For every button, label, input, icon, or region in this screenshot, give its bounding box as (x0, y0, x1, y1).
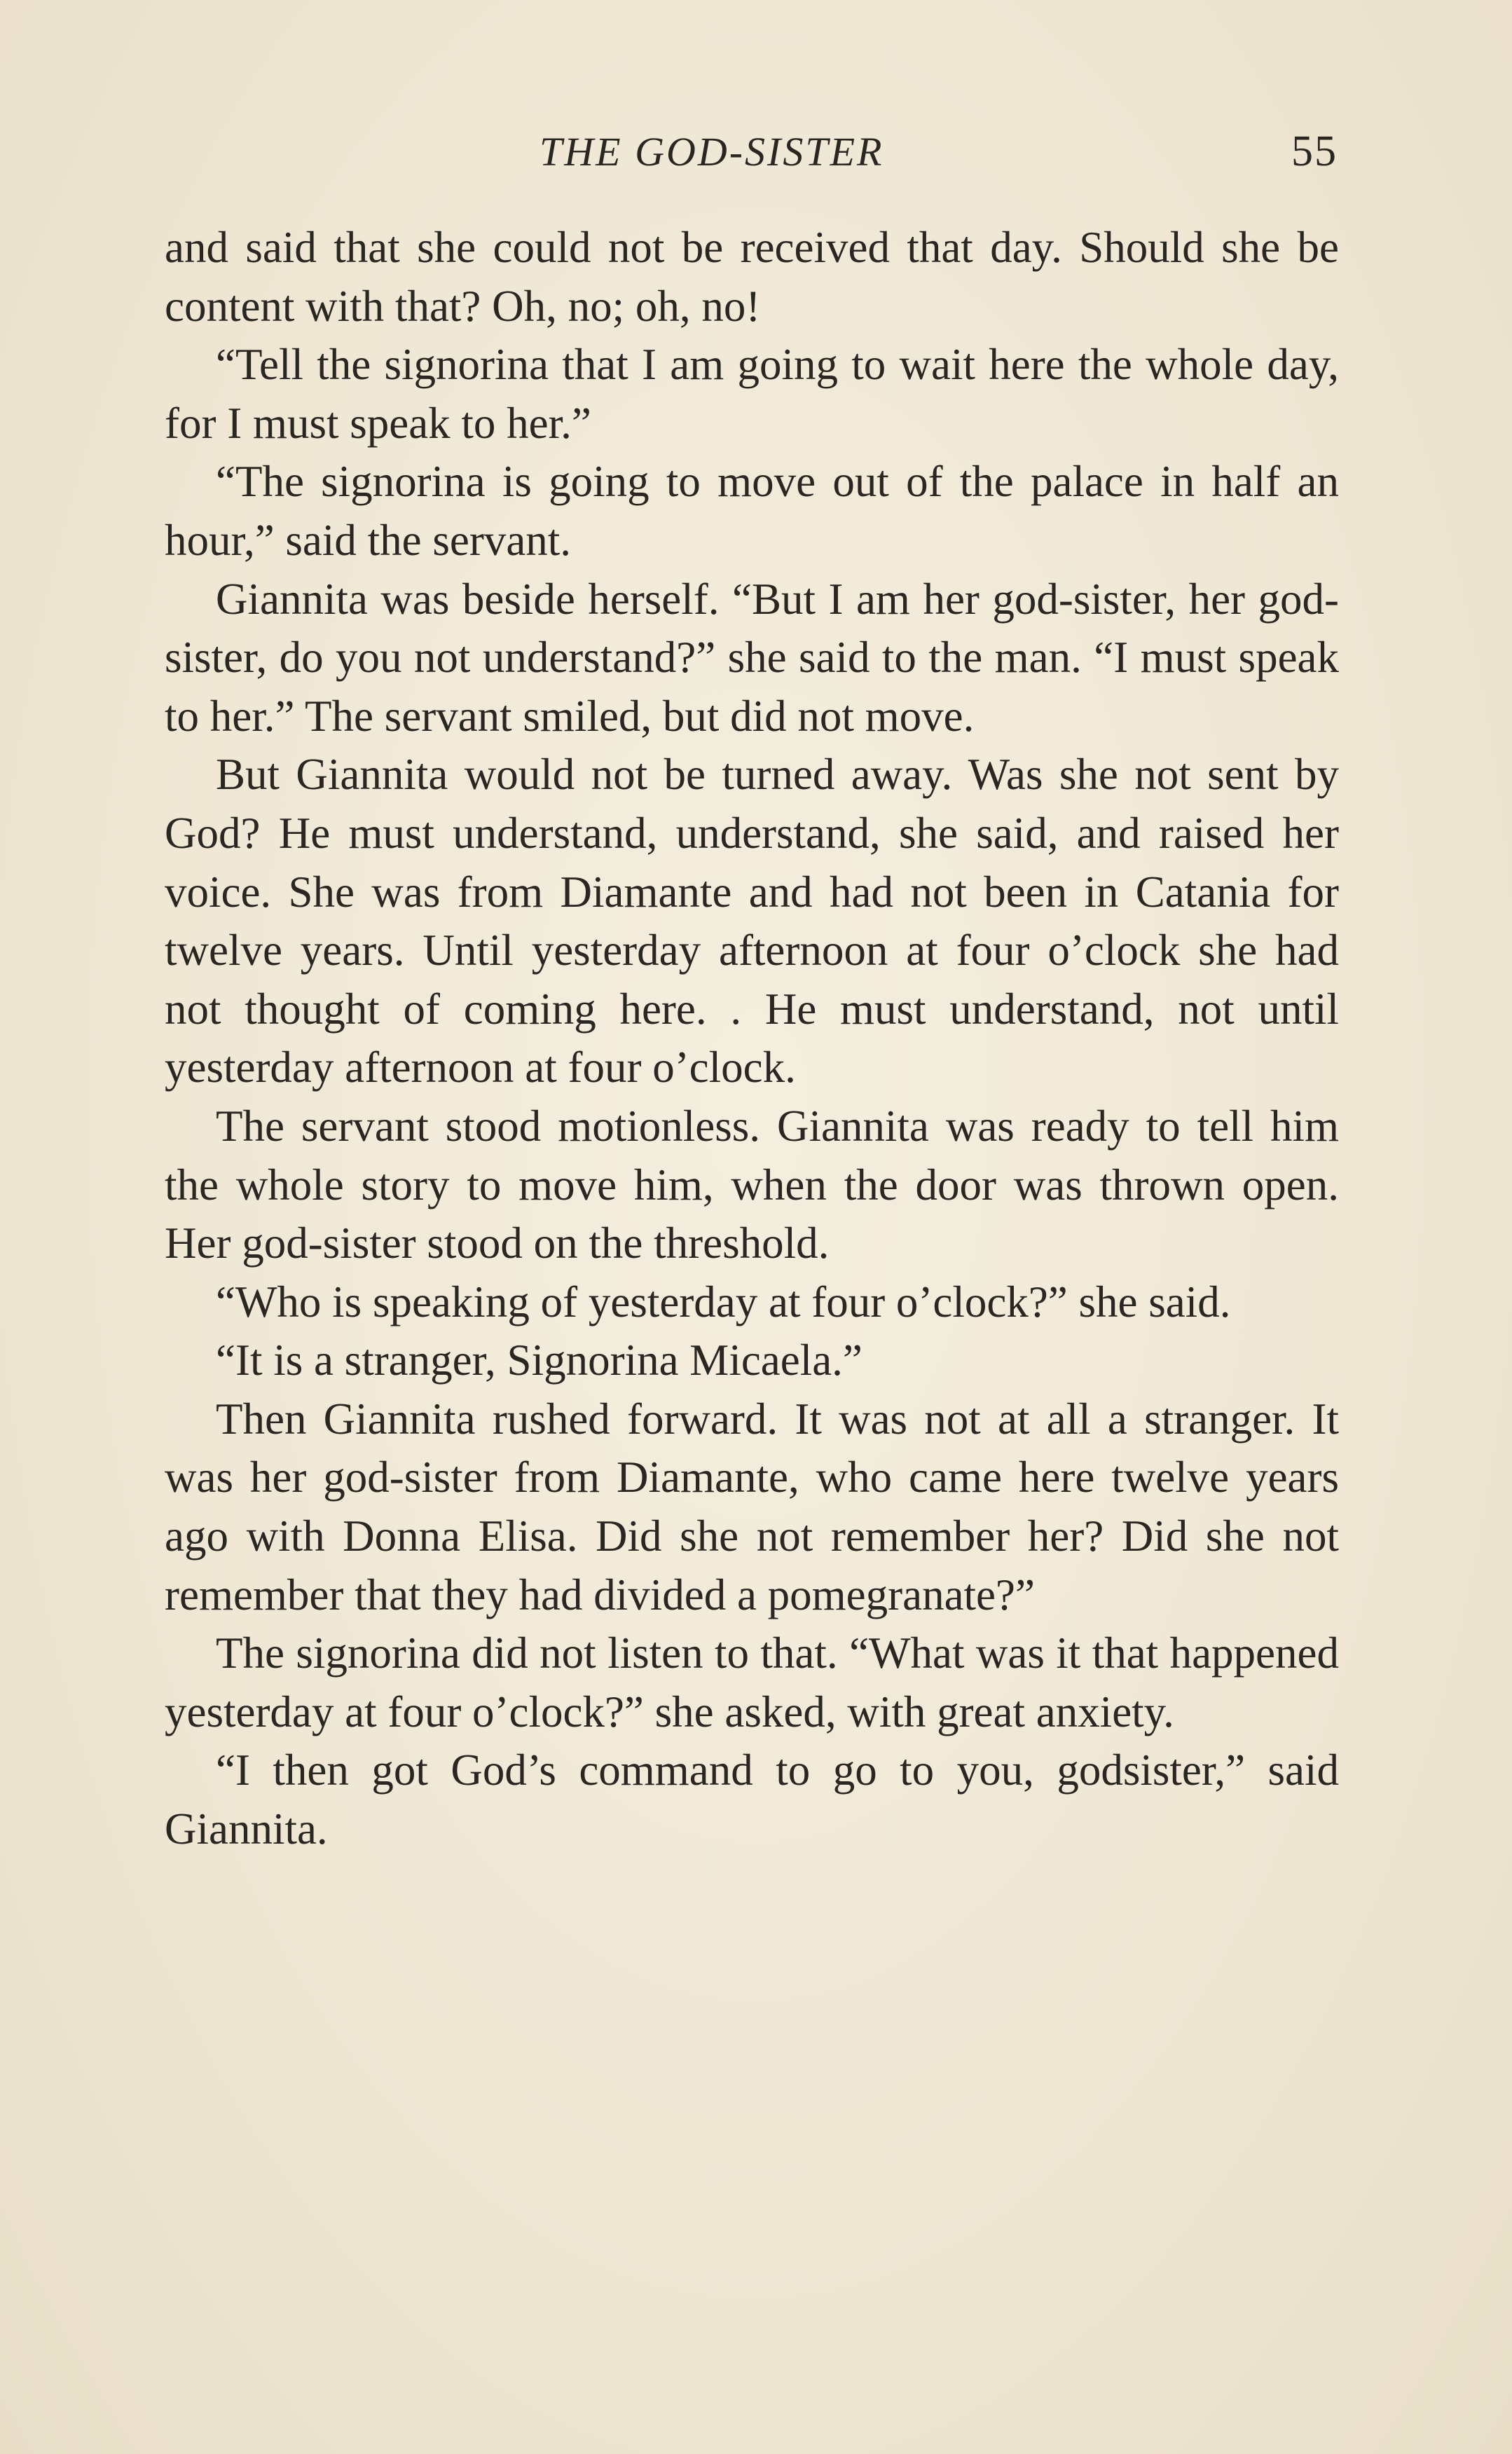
paragraph-3: “The signorina is going to move out of the palace in half an hour,” said the servant. (165, 457, 1339, 565)
paragraph-4: Giannita was beside herself. “But I am her god-sister, her god-sister, do you not understand?” she said to the man. “I must speak to her.” The servant smiled, but did not move. (165, 574, 1339, 741)
paragraph-2: “Tell the signorina that I am going to wait here the whole day, for I must speak to her.” (165, 340, 1339, 448)
paragraph-6: The servant stood motionless. Giannita was ready to tell him the whole story to move him, when the door was thrown open. Her god-sister stood on the threshold. (165, 1101, 1339, 1268)
paragraph-8: “It is a stranger, Signorina Micaela.” (216, 1336, 862, 1385)
paragraph-10: The signorina did not listen to that. “What was it that happened yesterday at four o’clock?” she asked, with great anxiety. (165, 1629, 1339, 1736)
body-text (165, 219, 1339, 1859)
paragraph-5: But Giannita would not be turned away. Was she not sent by God? He must understand, understand, she said, and raised her voice. She was from Diamante and had not been in Catania for twelve years. Until yesterday afternoon at four o’clock she had not thought of coming here. . He must understand, not until yesterday afternoon at four o’clock. (165, 750, 1339, 1092)
paragraph-11: “I then got God’s command to go to you, godsister,” said Giannita. (165, 1746, 1339, 1854)
paragraph-7: “Who is speaking of yesterday at four o’clock?” she said. (216, 1277, 1231, 1327)
running-title: THE GOD-SISTER (539, 129, 884, 174)
paragraph-1: and said that she could not be received that day. Should she be content with that? Oh, no; oh, no! (165, 223, 1339, 331)
running-head (165, 123, 1342, 186)
page-number: 55 (1291, 128, 1338, 175)
paragraph-9: Then Giannita rushed forward. It was not at all a stranger. It was her god-sister from Diamante, who came here twelve years ago with Donna Elisa. Did she not remember her? Did she not remember that they had divided a pomegranate?” (165, 1394, 1339, 1619)
